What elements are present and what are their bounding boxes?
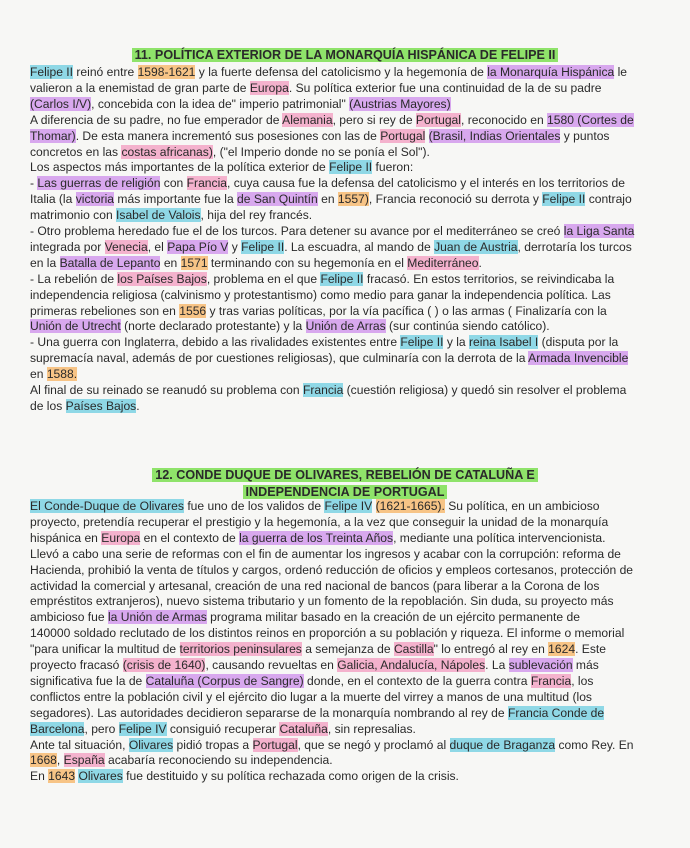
highlighted-text: Felipe II	[400, 335, 444, 350]
highlighted-text: Batalla de Lepanto	[59, 255, 161, 270]
text-segment: Su política, en un ambicioso	[444, 499, 600, 513]
text-line	[30, 499, 675, 514]
text-segment: en	[30, 367, 47, 382]
text-segment: proyecto fracasó	[30, 658, 123, 672]
text-segment: con	[160, 176, 187, 191]
section-12-title	[0, 467, 690, 501]
highlighted-text: Armada Invencible	[528, 351, 629, 366]
text-line	[30, 642, 675, 657]
text-segment: reinó entre	[73, 65, 138, 79]
text-line	[30, 288, 675, 303]
text-segment: integrada por	[30, 239, 105, 254]
text-segment: donde, en el contexto de la guerra contra	[303, 673, 531, 688]
text-segment: valieron a la enemistad de gran parte de	[30, 80, 250, 95]
highlighted-text: (Austrias Mayores)	[349, 96, 451, 111]
text-segment: supremacía naval, además de por cuestiones religiosas), que culminaría con la derrota de la	[30, 351, 529, 366]
highlighted-text: Galicia, Andalucía, Nápoles	[337, 658, 486, 672]
text-line	[30, 113, 675, 128]
text-segment: , los	[571, 673, 594, 688]
text-line	[30, 383, 675, 398]
text-segment: empréstitos extranjeros), nuevo sistema tributario y un fomento de la repoblación. Sin duda, su proyecto más	[30, 594, 614, 609]
highlighted-text: Felipe IV	[118, 721, 167, 736]
highlighted-text: Juan de Austria	[434, 239, 518, 254]
highlighted-text: Papa Pío V	[167, 239, 229, 254]
highlighted-text: la Liga Santa	[563, 224, 635, 238]
highlighted-text: (crisis de 1640)	[122, 658, 206, 672]
highlighted-text: Cataluña (Corpus de Sangre)	[145, 673, 304, 688]
section-12-title-line2: INDEPENDENCIA DE PORTUGAL	[243, 485, 448, 499]
text-segment: Ante tal situación,	[30, 737, 129, 752]
text-line	[30, 594, 675, 609]
text-segment: de los	[30, 398, 66, 413]
text-line	[30, 769, 675, 784]
text-segment: en	[317, 192, 338, 207]
highlighted-text: Olivares	[78, 769, 123, 784]
highlighted-text: (Brasil, Indias Orientales	[428, 128, 561, 143]
highlighted-text: territorios peninsulares	[179, 642, 302, 657]
text-segment: pidió tropas a	[173, 737, 253, 752]
highlighted-text: costas africanas)	[121, 144, 213, 159]
highlighted-text: Felipe II	[30, 65, 74, 79]
text-segment: , problema en el que	[206, 271, 321, 286]
text-line	[30, 690, 675, 705]
highlighted-text: El Conde-Duque de Olivares	[30, 499, 184, 513]
text-segment: ,	[56, 753, 64, 768]
highlighted-text: de San Quintín	[237, 192, 318, 207]
text-segment: , mediante una política intervencionista.	[393, 530, 606, 545]
highlighted-text: la guerra de los Treinta Años	[239, 530, 394, 545]
text-segment: a semejanza de	[301, 642, 394, 657]
text-line	[30, 351, 675, 366]
text-line	[30, 579, 675, 594]
text-segment: fracasó. En estos territorios, se reivindicaba la	[363, 271, 615, 286]
text-segment: fueron:	[372, 160, 414, 175]
text-segment: fue uno de los validos de	[183, 499, 325, 513]
text-segment: .	[478, 255, 482, 270]
text-line	[30, 224, 675, 239]
text-line	[30, 722, 675, 737]
text-line	[30, 547, 675, 562]
text-segment: . Su política exterior fue una continuidad de la de su padre	[288, 80, 602, 95]
text-segment: , causando revueltas en	[205, 658, 338, 672]
highlighted-text: Felipe II	[329, 160, 373, 175]
highlighted-text: 1668	[30, 753, 57, 768]
text-segment: y la	[443, 335, 469, 350]
text-segment: matrimonio con	[30, 208, 117, 223]
text-segment: , sin represalias.	[327, 721, 416, 736]
text-segment: y	[228, 239, 242, 254]
text-line	[30, 160, 675, 175]
highlighted-text: Europa	[249, 80, 289, 95]
text-segment: terminando con su hegemonía en el	[207, 255, 408, 270]
highlighted-text: (1621-1665).	[375, 499, 445, 513]
highlighted-text: Isabel de Valois	[116, 208, 201, 223]
highlighted-text: Portugal	[252, 737, 298, 752]
text-segment: proyecto, pretendía recuperar el prestigio y la hegemonía, a la vez que conseguir la unidad de la monarquía	[30, 514, 609, 529]
text-segment: . La	[485, 658, 509, 672]
highlighted-text: Países Bajos	[65, 398, 137, 413]
highlighted-text: España	[63, 753, 105, 768]
highlighted-text: (Carlos I/V)	[30, 96, 92, 111]
text-segment: " lo entregó al rey en	[433, 642, 549, 657]
highlighted-text: 1643	[48, 769, 76, 784]
text-segment: (disputa por la	[538, 335, 619, 350]
text-segment: , Francia reconoció su derrota y	[368, 192, 543, 207]
highlighted-text: Thomar)	[30, 128, 76, 143]
highlighted-text: la Unión de Armas	[107, 610, 207, 625]
text-segment: (sur continúa siendo católico).	[385, 319, 550, 334]
text-line	[30, 208, 675, 223]
text-segment: , que se negó y proclamó al	[297, 737, 450, 752]
text-segment: , el	[147, 239, 168, 254]
text-line	[30, 97, 675, 112]
text-line	[30, 240, 675, 255]
text-segment: , pero	[84, 721, 119, 736]
highlighted-text: Barcelona	[30, 721, 85, 736]
text-line	[30, 192, 675, 207]
highlighted-text: Europa	[101, 530, 141, 545]
text-line	[30, 515, 675, 530]
highlighted-text: Unión de Arras	[305, 319, 386, 334]
text-segment: "para unificar la multitud de	[30, 642, 180, 657]
text-segment: consiguió recuperar	[166, 721, 280, 736]
text-line	[30, 145, 675, 160]
highlighted-text: Felipe IV	[324, 499, 373, 513]
text-line	[30, 738, 675, 753]
text-segment: en	[160, 255, 181, 270]
text-segment: En	[30, 769, 49, 784]
text-segment: -	[30, 176, 38, 191]
highlighted-text: Cataluña	[279, 721, 328, 736]
text-segment: contrajo	[585, 192, 632, 207]
highlighted-text: Unión de Utrecht	[30, 319, 121, 334]
text-segment: segadores). Las autoridades decidieron separarse de la monarquía nombrando al rey de	[30, 705, 508, 720]
highlighted-text: Portugal	[380, 128, 426, 143]
text-segment: , reconocido en	[460, 112, 548, 127]
text-segment: .	[136, 398, 140, 413]
highlighted-text: sublevación	[508, 658, 573, 672]
text-line	[30, 81, 675, 96]
text-line	[30, 610, 675, 625]
text-segment: , derrotaría los turcos	[517, 239, 632, 254]
highlighted-text: los Países Bajos	[117, 271, 207, 286]
text-segment: , pero si rey de	[332, 112, 416, 127]
highlighted-text: 1557)	[337, 192, 369, 207]
text-segment: ambicioso fue	[30, 610, 108, 625]
highlighted-text: Francia Conde de	[508, 705, 605, 720]
text-segment: . De esta manera incrementó sus posesiones con las de	[75, 128, 381, 143]
text-segment: A diferencia de su padre, no fue emperador de	[30, 112, 283, 127]
text-segment: hispánica en	[30, 530, 102, 545]
text-segment: (norte declarado protestante) y la	[120, 319, 306, 334]
highlighted-text: Felipe II	[320, 271, 364, 286]
text-segment: Italia (la	[30, 192, 76, 207]
section-11-title-text: 11. POLÍTICA EXTERIOR DE LA MONARQUÍA HISPÁNICA DE FELIPE II	[132, 48, 559, 62]
text-line	[30, 304, 675, 319]
highlighted-text: Francia	[302, 383, 344, 397]
text-segment: , concebida con la idea de" imperio patrimonial"	[91, 96, 350, 111]
text-line	[30, 753, 675, 768]
text-segment: . La escuadra, al mando de	[284, 239, 435, 254]
text-line	[30, 563, 675, 578]
text-line	[30, 272, 675, 287]
text-segment: acabaría reconociendo su independencia.	[104, 753, 333, 768]
text-segment: - Una guerra con Inglaterra, debido a las rivalidades existentes entre	[30, 335, 401, 350]
text-segment: , ("el Imperio donde no se ponía el Sol").	[212, 144, 430, 159]
text-line	[30, 706, 675, 721]
text-segment: como Rey. En	[555, 737, 634, 752]
text-segment: Hacienda, prohibió la venta de títulos y cargos, ordenó reducción de oficios y empleos cortesanos, protección de	[30, 562, 634, 577]
highlighted-text: Las guerras de religión	[37, 176, 161, 191]
highlighted-text: Felipe II	[542, 192, 586, 207]
text-line	[30, 65, 675, 80]
section-12-title-line1: 12. CONDE DUQUE DE OLIVARES, REBELIÓN DE CATALUÑA E	[152, 468, 537, 482]
highlighted-text: Olivares	[128, 737, 174, 752]
text-line	[30, 335, 675, 350]
highlighted-text: la Monarquía Hispánica	[487, 65, 615, 79]
highlighted-text: 1556	[179, 303, 207, 318]
text-segment: . Este	[575, 642, 606, 657]
highlighted-text: Francia	[186, 176, 227, 191]
text-segment: 140000 soldado reclutado de los distintos reinos en proporción a su población y riqueza. El informe o memorial	[30, 626, 625, 641]
text-segment: Llevó a cabo una serie de reformas con el fin de aumentar los ingresos y acabar con la corrupción: reforma de	[30, 546, 621, 561]
text-segment: y tras varias políticas, por la vía pacífica ( ) o las armas ( Finalizaría con la	[206, 303, 607, 318]
text-segment: en la	[30, 255, 60, 270]
text-segment: y la fuerte defensa del catolicismo y la hegemonía de	[195, 65, 488, 79]
highlighted-text: Francia	[530, 673, 572, 688]
highlighted-text: Venecia	[104, 239, 148, 254]
text-segment: (cuestión religiosa) y quedó sin resolver el problema	[343, 383, 627, 397]
text-segment: y puntos	[560, 128, 610, 143]
text-segment: , cuya causa fue la defensa del catolicismo y el interés en los territorios de	[226, 176, 625, 191]
text-line	[30, 658, 675, 673]
highlighted-text: 1571	[180, 255, 208, 270]
text-line	[30, 531, 675, 546]
text-segment: fue destituido y su política rechazada como origen de la crisis.	[122, 769, 459, 784]
highlighted-text: 1580 (Cortes de	[547, 112, 634, 127]
highlighted-text: reina Isabel I	[469, 335, 539, 350]
text-segment: , hija del rey francés.	[200, 208, 313, 223]
text-segment: en el contexto de	[140, 530, 240, 545]
text-segment: conflictos entre la población civil y el ejército dio lugar a la muerte del virrey a manos de una multitud (los	[30, 689, 592, 704]
highlighted-text: Castilla	[393, 642, 434, 657]
text-line	[30, 367, 675, 382]
text-segment: Los aspectos más importantes de la política exterior de	[30, 160, 330, 175]
highlighted-text: 1588.	[46, 367, 78, 382]
highlighted-text: 1598-1621	[137, 65, 196, 79]
text-line	[30, 319, 675, 334]
text-line	[30, 399, 675, 414]
highlighted-text: duque de Braganza	[449, 737, 556, 752]
text-line	[30, 176, 675, 191]
text-segment: significativa fue la de	[30, 673, 146, 688]
text-segment: concretos en las	[30, 144, 122, 159]
highlighted-text: victoria	[75, 192, 115, 207]
text-segment: más	[572, 658, 599, 672]
text-segment: primeras rebeliones son en	[30, 303, 180, 318]
text-segment: le	[614, 65, 628, 79]
highlighted-text: Alemania	[282, 112, 333, 127]
text-line	[30, 674, 675, 689]
highlighted-text: Mediterráneo	[407, 255, 479, 270]
text-segment: independencia religiosa (calvinismo y protestantismo) como medio para ganar la independencia política. Las	[30, 287, 611, 302]
text-segment: más importante fue la	[114, 192, 238, 207]
text-segment: actividad la comercial y artesanal, creación de una red nacional de bancos (para liberar a la Corona de los	[30, 578, 600, 593]
highlighted-text: 1624	[548, 642, 576, 657]
text-line	[30, 129, 675, 144]
text-line	[30, 256, 675, 271]
highlighted-text: Felipe II	[241, 239, 285, 254]
text-segment: - Otro problema heredado fue el de los turcos. Para detener su avance por el mediterráneo se creó	[30, 224, 564, 238]
section-11-title	[0, 47, 690, 64]
highlighted-text: Portugal	[415, 112, 461, 127]
text-segment: - La rebelión de	[30, 271, 118, 286]
text-segment: programa militar basado en la creación de un ejército permanente de	[206, 610, 580, 625]
text-line	[30, 626, 675, 641]
text-segment: Al final de su reinado se reanudó su problema con	[30, 383, 303, 397]
